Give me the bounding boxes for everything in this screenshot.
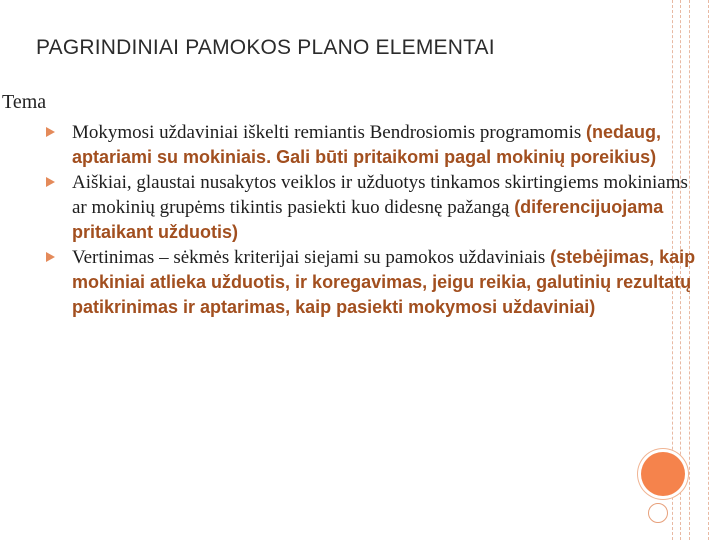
orange-circle-icon: [641, 452, 685, 496]
item-text: Vertinimas – sėkmės kriterijai siejami su pamokos uždaviniais: [72, 247, 551, 268]
item-text: Aiškiai, glaustai nusakytos veiklos ir užduotys tinkamos skirtingiems mokiniams ar mokinių grupėms tikintis pasiekti kuo didesnę pažangą: [72, 172, 688, 218]
decorative-frame-line: [708, 0, 709, 540]
list-item: [46, 170, 696, 245]
triangle-bullet-icon: [46, 127, 55, 137]
bullet-list: [46, 120, 696, 320]
item-note: (diferencijuojama pritaikant užduotis): [72, 197, 664, 242]
topic-label: Tema: [2, 91, 47, 113]
item-note: (nedaug, aptariami su mokiniais. Gali būti pritaikomi pagal mokinių poreikius): [72, 122, 662, 167]
item-note: (stebėjimas, kaip mokiniai atlieka užduotis, ir koregavimas, jeigu reikia, galutinių rezultatų patikrinimas ir aptarimas, kaip pasiekti mokymosi uždaviniai): [72, 247, 696, 317]
triangle-bullet-icon: [46, 252, 55, 262]
slide-title: PAGRINDINIAI PAMOKOS PLANO ELEMENTAI: [36, 36, 495, 59]
item-text: Mokymosi uždaviniai iškelti remiantis Bendrosiomis programomis: [72, 122, 587, 143]
small-circle-icon: [648, 503, 668, 523]
triangle-bullet-icon: [46, 177, 55, 187]
list-item: [46, 245, 696, 320]
list-item: [46, 120, 696, 170]
